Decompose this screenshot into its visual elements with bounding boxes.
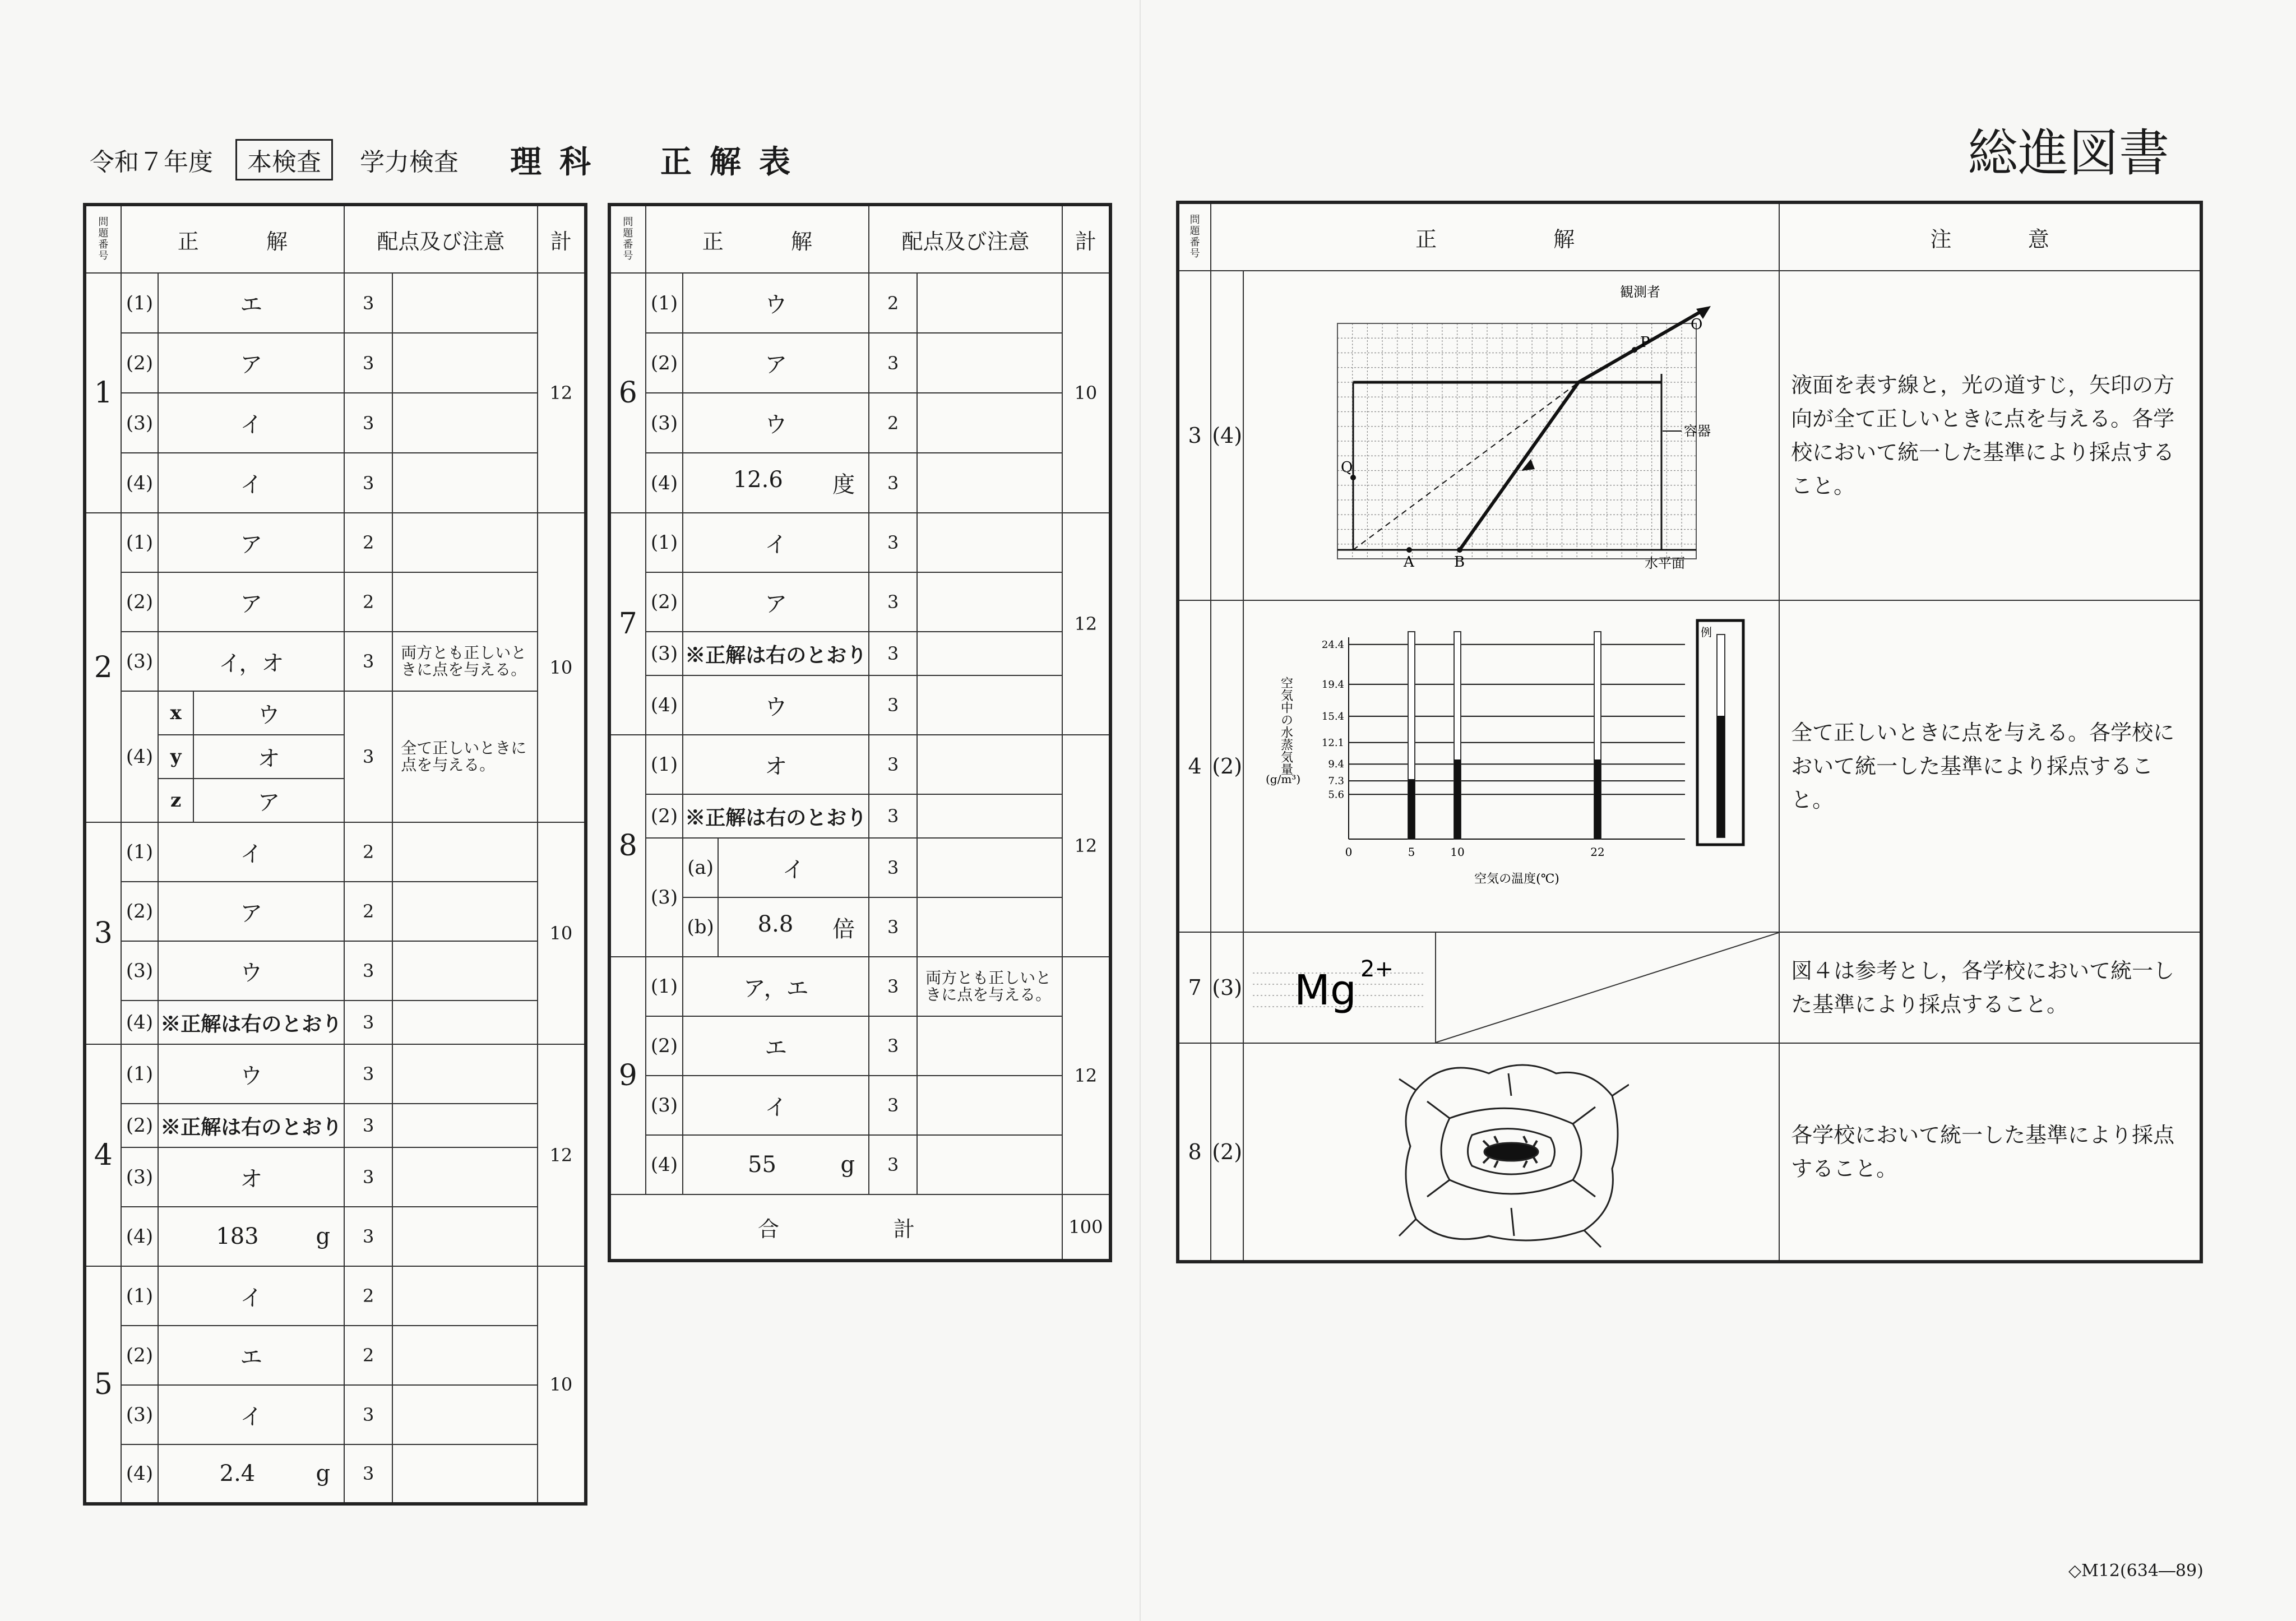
tube-10c bbox=[1454, 632, 1461, 839]
sub-number: (1) bbox=[646, 957, 683, 1016]
note-cell bbox=[392, 1207, 538, 1266]
answer-table-middle bbox=[608, 203, 1112, 1262]
sub-number: (3) bbox=[1211, 932, 1243, 1043]
label-a: A bbox=[1404, 554, 1414, 571]
page-gutter bbox=[1140, 0, 1141, 1621]
sub-number: (4) bbox=[121, 1207, 159, 1266]
note-cell bbox=[392, 513, 538, 572]
exam-type-box: 本検査 bbox=[235, 139, 333, 180]
col-points-notes: 配点及び注意 bbox=[344, 205, 538, 273]
note-cell bbox=[917, 333, 1062, 393]
answer-cell: ア bbox=[683, 333, 869, 393]
caution-text: 液面を表す線と，光の道すじ，矢印の方向が全て正しいときに点を与える。各学校において統一した基準により採点すること。 bbox=[1779, 271, 2201, 600]
humidity-figure bbox=[1265, 615, 1758, 918]
note-cell bbox=[392, 822, 538, 882]
col-answer: 正 解 bbox=[121, 205, 345, 273]
answer-cell: ウ bbox=[683, 393, 869, 453]
label-p: P bbox=[1640, 334, 1650, 351]
sub-number: (1) bbox=[646, 513, 683, 572]
caution-text: 全て正しいときに点を与える。各学校において統一した基準により採点すること。 bbox=[1779, 600, 2201, 932]
note-cell: 全て正しいときに点を与える。 bbox=[392, 691, 538, 822]
document-header bbox=[90, 137, 808, 182]
col-answer: 正 解 bbox=[1211, 202, 1779, 271]
note-cell bbox=[917, 1135, 1062, 1194]
answer-cell: ウ bbox=[683, 273, 869, 333]
sub-number: (3) bbox=[646, 632, 683, 675]
question-number: 6 bbox=[609, 273, 646, 513]
stomata-figure bbox=[1394, 1051, 1629, 1253]
sub-number: (3) bbox=[646, 1076, 683, 1135]
sub-number: (1) bbox=[121, 1266, 159, 1326]
note-cell bbox=[392, 572, 538, 632]
question-number: 5 bbox=[85, 1266, 121, 1504]
answer-cell: ※正解は右のとおり bbox=[158, 1104, 344, 1147]
y-axis-label: 空気中の水蒸気量 bbox=[1279, 677, 1293, 775]
sub-number: (3) bbox=[121, 1147, 159, 1207]
note-cell bbox=[392, 1147, 538, 1207]
sub-number: (4) bbox=[646, 1135, 683, 1194]
points-cell: 3 bbox=[344, 1207, 392, 1266]
item-label: z bbox=[158, 779, 193, 822]
x-tick-label: 5 bbox=[1408, 845, 1415, 859]
answer-cell: イ bbox=[683, 513, 869, 572]
apparent-ray-dashed bbox=[1353, 382, 1578, 550]
points-cell: 3 bbox=[344, 1044, 392, 1104]
humidity-figure-cell bbox=[1243, 600, 1779, 932]
note-cell bbox=[392, 333, 538, 393]
note-cell bbox=[392, 1044, 538, 1104]
col-total: 計 bbox=[1062, 205, 1110, 273]
label-o: O bbox=[1691, 316, 1703, 333]
answer-cell: イ，オ bbox=[158, 632, 344, 691]
question-total: 12 bbox=[538, 273, 586, 513]
refraction-figure-cell bbox=[1243, 271, 1779, 600]
y-tick-label: 9.4 bbox=[1328, 758, 1345, 771]
item-label: x bbox=[158, 691, 193, 735]
tube-22c bbox=[1594, 632, 1601, 839]
sub-number: (2) bbox=[121, 882, 159, 941]
tube-5c bbox=[1408, 632, 1415, 839]
answer-cell: イ bbox=[158, 1266, 344, 1326]
note-cell bbox=[392, 882, 538, 941]
sub-number: (3) bbox=[646, 838, 683, 957]
note-cell bbox=[392, 1326, 538, 1385]
points-cell: 3 bbox=[344, 1104, 392, 1147]
note-cell bbox=[917, 632, 1062, 675]
col-points-notes: 配点及び注意 bbox=[869, 205, 1062, 273]
point-b bbox=[1457, 547, 1462, 553]
answer-cell: オ bbox=[193, 735, 344, 779]
points-cell: 3 bbox=[344, 691, 392, 822]
y-tick-label: 15.4 bbox=[1322, 710, 1345, 722]
col-caution: 注 意 bbox=[1779, 202, 2201, 271]
col-qnum: 問題番号 bbox=[609, 205, 646, 273]
sub-number: (3) bbox=[646, 393, 683, 453]
question-number: 7 bbox=[1178, 932, 1211, 1043]
label-b: B bbox=[1454, 554, 1465, 571]
grid bbox=[1337, 323, 1696, 559]
sub-number: (4) bbox=[1211, 271, 1243, 600]
sub-number: (1) bbox=[121, 822, 159, 882]
item-label: y bbox=[158, 735, 193, 779]
answer-cell: 55 g bbox=[683, 1135, 869, 1194]
answer-cell: ア，エ bbox=[683, 957, 869, 1016]
y-tick-label: 7.3 bbox=[1328, 775, 1345, 788]
question-number: 2 bbox=[85, 513, 121, 822]
answer-cell: イ bbox=[158, 393, 344, 453]
points-cell: 3 bbox=[869, 1016, 917, 1076]
question-total: 12 bbox=[538, 1044, 586, 1266]
answer-cell: ※正解は右のとおり bbox=[158, 1001, 344, 1044]
grand-total-value: 100 bbox=[1062, 1194, 1110, 1261]
x-tick-label: 22 bbox=[1590, 845, 1605, 859]
exam-name: 学力検査 bbox=[360, 148, 459, 177]
answer-cell: オ bbox=[158, 1147, 344, 1207]
answer-cell: ア bbox=[158, 513, 344, 572]
sub-number: (2) bbox=[1211, 600, 1243, 932]
question-total: 12 bbox=[1062, 735, 1110, 957]
item-label: (a) bbox=[683, 838, 718, 897]
question-number: 9 bbox=[609, 957, 646, 1194]
points-cell: 2 bbox=[869, 273, 917, 333]
sub-number: (2) bbox=[121, 572, 159, 632]
points-cell: 2 bbox=[344, 1326, 392, 1385]
sub-number: (1) bbox=[646, 735, 683, 794]
question-total: 10 bbox=[538, 513, 586, 822]
note-cell bbox=[392, 1385, 538, 1444]
answer-cell: オ bbox=[683, 735, 869, 794]
points-cell: 2 bbox=[344, 882, 392, 941]
answer-cell: ア bbox=[158, 882, 344, 941]
answer-cell: 2.4 g bbox=[158, 1444, 344, 1504]
points-cell: 3 bbox=[869, 453, 917, 513]
diagonal-strike bbox=[1436, 933, 1779, 1043]
label-q: Q bbox=[1341, 459, 1353, 476]
note-cell bbox=[392, 1001, 538, 1044]
refraction-figure bbox=[1298, 284, 1724, 587]
point-a bbox=[1406, 547, 1412, 553]
answer-cell: エ bbox=[158, 273, 344, 333]
question-total: 12 bbox=[1062, 957, 1110, 1194]
note-cell bbox=[392, 1266, 538, 1326]
points-cell: 3 bbox=[344, 393, 392, 453]
points-cell: 3 bbox=[344, 1444, 392, 1504]
col-total: 計 bbox=[538, 205, 586, 273]
points-cell: 3 bbox=[344, 453, 392, 513]
answer-cell: ※正解は右のとおり bbox=[683, 632, 869, 675]
table-title: 正解表 bbox=[660, 143, 808, 180]
ion-formula-cell bbox=[1243, 932, 1779, 1043]
label-container: 容器 bbox=[1684, 423, 1711, 439]
points-cell: 3 bbox=[344, 333, 392, 393]
note-cell bbox=[917, 838, 1062, 897]
sub-number: (3) bbox=[121, 632, 159, 691]
note-cell: 両方とも正しいときに点を与える。 bbox=[392, 632, 538, 691]
answer-cell: ア bbox=[158, 572, 344, 632]
points-cell: 3 bbox=[344, 1385, 392, 1444]
note-cell bbox=[392, 941, 538, 1001]
sub-number: (2) bbox=[646, 1016, 683, 1076]
note-cell bbox=[392, 393, 538, 453]
grand-total-label: 合 計 bbox=[609, 1194, 1062, 1261]
points-cell: 3 bbox=[869, 897, 917, 957]
answer-cell: イ bbox=[158, 822, 344, 882]
sub-number: (3) bbox=[121, 941, 159, 1001]
sub-number: (2) bbox=[121, 333, 159, 393]
y-tick-label: 19.4 bbox=[1322, 678, 1345, 691]
points-cell: 3 bbox=[344, 273, 392, 333]
question-number: 3 bbox=[85, 822, 121, 1044]
answer-cell: ウ bbox=[158, 1044, 344, 1104]
y-tick-label: 5.6 bbox=[1328, 789, 1345, 801]
exam-year: 令和７年度 bbox=[90, 148, 213, 177]
col-answer: 正 解 bbox=[646, 205, 869, 273]
answer-cell: ウ bbox=[683, 675, 869, 735]
ion-symbol: Mg bbox=[1294, 966, 1357, 1015]
x-tick-labels bbox=[1345, 845, 1605, 859]
sub-number: (1) bbox=[646, 273, 683, 333]
subject-title: 理科 bbox=[510, 143, 609, 180]
sub-number: (2) bbox=[646, 333, 683, 393]
points-cell: 3 bbox=[869, 572, 917, 632]
x-tick-label: 10 bbox=[1450, 845, 1465, 859]
sub-number: (1) bbox=[121, 1044, 159, 1104]
answer-cell: 12.6 度 bbox=[683, 453, 869, 513]
note-cell bbox=[917, 1076, 1062, 1135]
note-cell bbox=[917, 897, 1062, 957]
answer-cell: ウ bbox=[193, 691, 344, 735]
ion-charge: 2+ bbox=[1360, 956, 1394, 982]
label-observer: 観測者 bbox=[1620, 284, 1661, 300]
note-cell: 両方とも正しいときに点を与える。 bbox=[917, 957, 1062, 1016]
caution-text: 図４は参考とし，各学校において統一した基準により採点すること。 bbox=[1779, 932, 2201, 1043]
sub-number: (2) bbox=[646, 794, 683, 838]
points-cell: 2 bbox=[344, 1266, 392, 1326]
note-cell bbox=[917, 735, 1062, 794]
item-label: (b) bbox=[683, 897, 718, 957]
answer-cell: イ bbox=[158, 1385, 344, 1444]
note-cell bbox=[917, 393, 1062, 453]
sub-number: (4) bbox=[121, 1001, 159, 1044]
question-total: 10 bbox=[538, 822, 586, 1044]
level-lines bbox=[1349, 645, 1685, 795]
sub-number: (3) bbox=[121, 393, 159, 453]
answer-cell: 8.8 倍 bbox=[718, 897, 869, 957]
answer-cell: ※正解は右のとおり bbox=[683, 794, 869, 838]
points-cell: 2 bbox=[344, 513, 392, 572]
stomata-figure-cell bbox=[1243, 1043, 1779, 1262]
points-cell: 3 bbox=[869, 735, 917, 794]
answer-cell: ウ bbox=[158, 941, 344, 1001]
question-number: 3 bbox=[1178, 271, 1211, 600]
x-tick-label: 0 bbox=[1345, 845, 1353, 859]
question-total: 12 bbox=[1062, 513, 1110, 735]
sub-number: (2) bbox=[1211, 1043, 1243, 1262]
sub-number: (4) bbox=[646, 675, 683, 735]
y-axis-unit: (g/m³) bbox=[1266, 772, 1301, 786]
points-cell: 3 bbox=[344, 1147, 392, 1207]
points-cell: 3 bbox=[869, 675, 917, 735]
sub-number: (3) bbox=[121, 1385, 159, 1444]
question-number: 8 bbox=[1178, 1043, 1211, 1262]
points-cell: 3 bbox=[869, 333, 917, 393]
points-cell: 2 bbox=[869, 393, 917, 453]
question-total: 10 bbox=[538, 1266, 586, 1504]
points-cell: 3 bbox=[869, 1135, 917, 1194]
note-cell bbox=[917, 1016, 1062, 1076]
points-cell: 3 bbox=[869, 957, 917, 1016]
points-cell: 3 bbox=[869, 513, 917, 572]
points-cell: 3 bbox=[344, 1001, 392, 1044]
points-cell: 2 bbox=[344, 572, 392, 632]
sub-number: (4) bbox=[121, 691, 159, 822]
points-cell: 3 bbox=[344, 941, 392, 1001]
note-cell bbox=[392, 1444, 538, 1504]
note-cell bbox=[392, 1104, 538, 1147]
answer-cell: イ bbox=[718, 838, 869, 897]
note-cell bbox=[392, 453, 538, 513]
question-total: 10 bbox=[1062, 273, 1110, 513]
note-cell bbox=[917, 794, 1062, 838]
points-cell: 3 bbox=[869, 838, 917, 897]
points-cell: 3 bbox=[869, 632, 917, 675]
points-cell: 3 bbox=[869, 794, 917, 838]
sub-number: (1) bbox=[121, 273, 159, 333]
col-qnum: 問題番号 bbox=[1178, 202, 1211, 271]
light-ray-in-liquid bbox=[1460, 382, 1578, 550]
note-cell bbox=[917, 572, 1062, 632]
caution-text: 各学校において統一した基準により採点すること。 bbox=[1779, 1043, 2201, 1262]
sub-number: (4) bbox=[121, 1444, 159, 1504]
answer-cell: 183 g bbox=[158, 1207, 344, 1266]
question-number: 4 bbox=[1178, 600, 1211, 932]
sub-number: (2) bbox=[121, 1104, 159, 1147]
example-box bbox=[1697, 620, 1743, 845]
y-tick-label: 12.1 bbox=[1322, 737, 1345, 749]
publisher-name: 総進図書 bbox=[1968, 124, 2169, 183]
example-label: 例 bbox=[1701, 626, 1712, 639]
note-cell bbox=[917, 675, 1062, 735]
ion-formula-figure bbox=[1244, 933, 1779, 1043]
answer-cell: エ bbox=[158, 1326, 344, 1385]
point-p bbox=[1632, 347, 1637, 353]
sub-number: (1) bbox=[121, 513, 159, 572]
note-cell bbox=[917, 453, 1062, 513]
answer-cell: ア bbox=[683, 572, 869, 632]
answer-table-right bbox=[1176, 201, 2203, 1263]
y-tick-label: 24.4 bbox=[1322, 638, 1345, 651]
question-number: 1 bbox=[85, 273, 121, 513]
stoma-pore bbox=[1484, 1143, 1538, 1161]
answer-cell: ア bbox=[158, 333, 344, 393]
answer-table-left bbox=[83, 203, 587, 1506]
footer-code: ◇M12(634―89) bbox=[2068, 1561, 2204, 1581]
answer-cell: エ bbox=[683, 1016, 869, 1076]
question-number: 8 bbox=[609, 735, 646, 957]
question-number: 7 bbox=[609, 513, 646, 735]
points-cell: 3 bbox=[869, 1076, 917, 1135]
answer-cell: イ bbox=[683, 1076, 869, 1135]
points-cell: 2 bbox=[344, 822, 392, 882]
note-cell bbox=[917, 513, 1062, 572]
answer-cell: ア bbox=[193, 779, 344, 822]
sub-number: (2) bbox=[646, 572, 683, 632]
points-cell: 3 bbox=[344, 632, 392, 691]
sub-number: (2) bbox=[121, 1326, 159, 1385]
note-cell bbox=[917, 273, 1062, 333]
sub-number: (4) bbox=[121, 453, 159, 513]
sub-number: (4) bbox=[646, 453, 683, 513]
x-axis-label: 空気の温度(℃) bbox=[1474, 872, 1560, 886]
label-horizontal: 水平面 bbox=[1645, 555, 1686, 571]
answer-cell: イ bbox=[158, 453, 344, 513]
question-number: 4 bbox=[85, 1044, 121, 1266]
note-cell bbox=[392, 273, 538, 333]
col-qnum: 問題番号 bbox=[85, 205, 121, 273]
